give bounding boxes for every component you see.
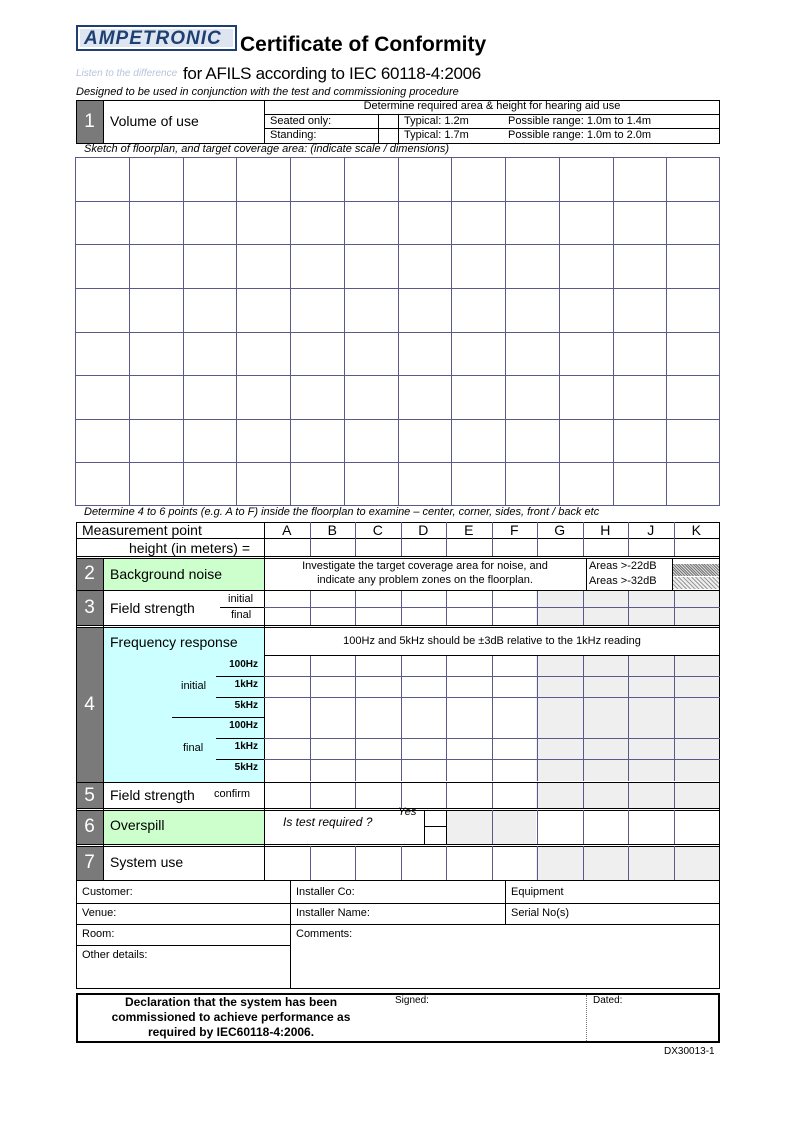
dated-field[interactable]: Dated: bbox=[593, 995, 623, 1006]
declaration-line-1: Declaration that the system has been bbox=[124, 995, 338, 1009]
standing-label: Standing: bbox=[270, 129, 317, 141]
table-col-line bbox=[537, 846, 538, 880]
point-header-j: J bbox=[647, 522, 655, 538]
grid-line-h bbox=[75, 288, 720, 289]
table-col-line bbox=[310, 783, 311, 808]
table-col-line bbox=[401, 783, 402, 808]
freq-label-1khz: 1kHz bbox=[234, 679, 258, 690]
table-col-line bbox=[583, 591, 584, 625]
standing-range: Possible range: 1.0m to 2.0m bbox=[508, 129, 652, 141]
section-7-label: System use bbox=[110, 854, 184, 870]
table-col-line bbox=[628, 656, 629, 781]
freq-row-line bbox=[216, 738, 264, 739]
section-4-initial: initial bbox=[181, 680, 207, 692]
point-header-k: K bbox=[691, 522, 701, 538]
measurement-point-label: Measurement point bbox=[82, 522, 202, 538]
table-col-line bbox=[583, 656, 584, 781]
section-5-number: 5 bbox=[76, 783, 103, 808]
noise-instruction-1: Investigate the target coverage area for noise, and bbox=[302, 560, 548, 572]
table-col-line bbox=[310, 656, 311, 781]
table-col-line bbox=[446, 846, 447, 880]
table-col-line bbox=[537, 591, 538, 625]
table-col-line bbox=[674, 656, 675, 781]
section-2-label: Background noise bbox=[110, 566, 223, 582]
table-col-line bbox=[446, 656, 447, 781]
seated-label: Seated only: bbox=[270, 115, 332, 127]
table-col-line bbox=[583, 783, 584, 808]
comments-field[interactable]: Comments: bbox=[296, 928, 353, 940]
table-col-line bbox=[674, 846, 675, 880]
designed-note: Designed to be used in conjunction with the test and commissioning procedure bbox=[76, 86, 459, 98]
table-col-line bbox=[310, 846, 311, 880]
room-field[interactable]: Room: bbox=[82, 928, 115, 940]
serial-field[interactable]: Serial No(s) bbox=[511, 907, 570, 919]
section-1-heading: Determine required area & height for hearing aid use bbox=[363, 100, 621, 112]
standing-checkbox[interactable] bbox=[379, 129, 398, 143]
freq-label-100hz: 100Hz bbox=[229, 659, 258, 670]
freq-row-line bbox=[216, 697, 264, 698]
point-header-d: D bbox=[418, 522, 429, 538]
section-3-initial: initial bbox=[228, 593, 254, 605]
customer-field[interactable]: Customer: bbox=[82, 886, 133, 898]
declaration-line-3: required by IEC60118-4:2006. bbox=[147, 1025, 315, 1039]
overspill-yes-checkbox[interactable] bbox=[425, 811, 446, 826]
table-col-line bbox=[583, 810, 584, 844]
table-col-line bbox=[492, 783, 493, 808]
table-col-line bbox=[446, 591, 447, 625]
section-4-label: Frequency response bbox=[110, 634, 238, 650]
table-col-line bbox=[537, 656, 538, 781]
freq-label-1khz: 1kHz bbox=[234, 741, 258, 752]
table-col-line bbox=[537, 810, 538, 844]
table-col-line bbox=[583, 846, 584, 880]
section-4-instruction: 100Hz and 5kHz should be ±3dB relative to the 1kHz reading bbox=[343, 635, 641, 647]
freq-row-line bbox=[216, 759, 264, 760]
noise-instruction-2: indicate any problem zones on the floorplan. bbox=[317, 574, 533, 586]
venue-field[interactable]: Venue: bbox=[82, 907, 117, 919]
equipment-field[interactable]: Equipment bbox=[511, 886, 564, 898]
table-col-line bbox=[537, 783, 538, 808]
point-header-h: H bbox=[600, 522, 611, 538]
grid-line-h bbox=[75, 244, 720, 245]
sketch-label: Sketch of floorplan, and target coverage area: (indicate scale / dimensions) bbox=[84, 143, 450, 155]
overspill-yes: Yes bbox=[398, 806, 417, 818]
section-3-number: 3 bbox=[76, 591, 103, 625]
table-col-line bbox=[355, 783, 356, 808]
table-col-line bbox=[492, 810, 493, 844]
table-col-line bbox=[401, 656, 402, 781]
point-header-b: B bbox=[327, 522, 337, 538]
table-col-line bbox=[628, 591, 629, 625]
table-col-line bbox=[401, 591, 402, 625]
section-5-label: Field strength bbox=[110, 787, 195, 803]
declaration-line-2: commissioned to achieve performance as bbox=[111, 1010, 351, 1024]
noise-legend-32: Areas >-32dB bbox=[589, 575, 657, 587]
standing-typical: Typical: 1.7m bbox=[404, 129, 469, 141]
freq-label-5khz: 5kHz bbox=[234, 762, 258, 773]
other-details-field[interactable]: Other details: bbox=[82, 949, 148, 961]
seated-range: Possible range: 1.0m to 1.4m bbox=[508, 115, 652, 127]
table-col-line bbox=[492, 591, 493, 625]
grid-line-h bbox=[75, 462, 720, 463]
point-header-e: E bbox=[464, 522, 474, 538]
document-code: DX30013-1 bbox=[664, 1046, 715, 1057]
freq-label-100hz: 100Hz bbox=[229, 720, 258, 731]
overspill-question: Is test required ? bbox=[283, 815, 373, 829]
installer-co-field[interactable]: Installer Co: bbox=[296, 886, 355, 898]
overspill-no-checkbox[interactable] bbox=[425, 827, 446, 844]
grid-line-h bbox=[75, 419, 720, 420]
table-col-line bbox=[628, 846, 629, 880]
table-row-line bbox=[264, 676, 720, 677]
freq-row-line bbox=[216, 676, 264, 677]
table-col-line bbox=[446, 783, 447, 808]
section-6-number: 6 bbox=[76, 810, 103, 844]
freq-label-5khz: 5kHz bbox=[234, 700, 258, 711]
section-7-number: 7 bbox=[76, 846, 103, 880]
section-3-final: final bbox=[231, 609, 252, 621]
section-4-final: final bbox=[183, 742, 204, 754]
table-col-line bbox=[674, 810, 675, 844]
point-header-g: G bbox=[554, 522, 566, 538]
section-3-label: Field strength bbox=[110, 600, 195, 616]
point-header-c: C bbox=[372, 522, 383, 538]
table-col-line bbox=[310, 591, 311, 625]
grid-line-h bbox=[75, 201, 720, 202]
page-subtitle: for AFILS according to IEC 60118-4:2006 bbox=[183, 64, 481, 83]
signed-field[interactable]: Signed: bbox=[395, 995, 429, 1006]
point-header-f: F bbox=[509, 522, 519, 538]
grid-line-h bbox=[75, 332, 720, 333]
section-6-label: Overspill bbox=[110, 817, 165, 833]
table-col-line bbox=[492, 846, 493, 880]
table-col-line bbox=[628, 783, 629, 808]
seated-typical: Typical: 1.2m bbox=[404, 115, 469, 127]
section-2-number: 2 bbox=[76, 558, 103, 590]
table-col-line bbox=[355, 846, 356, 880]
grid-line-h bbox=[75, 375, 720, 376]
logo: AMPETRONIC bbox=[76, 25, 237, 51]
table-col-line bbox=[674, 783, 675, 808]
seated-checkbox[interactable] bbox=[379, 115, 398, 128]
section-1-label: Volume of use bbox=[110, 113, 199, 129]
table-row-line bbox=[264, 738, 720, 739]
table-col-line bbox=[401, 846, 402, 880]
section-5-confirm: confirm bbox=[214, 788, 251, 800]
points-label: Determine 4 to 6 points (e.g. A to F) inside the floorplan to examine – center, corner, sides, front / back etc bbox=[84, 506, 600, 518]
section-1-number: 1 bbox=[76, 101, 103, 143]
page-title: Certificate of Conformity bbox=[240, 33, 487, 56]
point-header-a: A bbox=[282, 522, 292, 538]
table-row-line bbox=[264, 759, 720, 760]
table-row-line bbox=[264, 607, 720, 608]
installer-name-field[interactable]: Installer Name: bbox=[296, 907, 370, 919]
tagline: Listen to the difference bbox=[76, 68, 178, 79]
section-4-number: 4 bbox=[76, 628, 103, 782]
height-label: height (in meters) = bbox=[129, 540, 250, 556]
table-col-line bbox=[628, 810, 629, 844]
table-row-line bbox=[264, 697, 720, 698]
table-col-line bbox=[355, 656, 356, 781]
table-col-line bbox=[355, 591, 356, 625]
table-col-line bbox=[492, 656, 493, 781]
table-col-line bbox=[674, 591, 675, 625]
noise-legend-22: Areas >-22dB bbox=[589, 560, 657, 572]
